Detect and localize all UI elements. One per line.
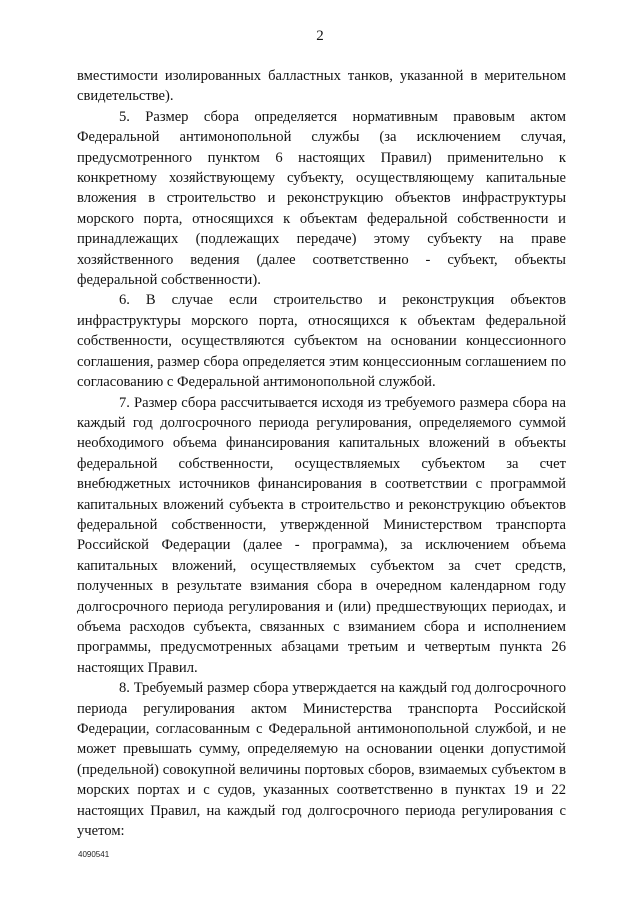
page-number: 2 bbox=[316, 28, 324, 44]
paragraph-continuation: вместимости изолированных балластных танков, указанной в мерительном свидетельстве). bbox=[77, 68, 566, 105]
document-code: 4090541 bbox=[78, 850, 110, 859]
paragraph-clause-8: 8. Требуемый размер сбора утверждается на каждый год долгосрочного периода регулирования актом Министерства транспорта Российской Федерации, согласованным с Федеральной антимонопольной службой, и не может превышать сумму, определяемую на основании оценки допустимой (предельной) совокупной величины портовых сборов, взимаемых субъектом в морских портах и с судов, указанных соответственно в пунктах 19 и 22 настоящих Правил, на каждый год долгосрочного периода регулирования с учетом: bbox=[77, 680, 566, 840]
document-body bbox=[77, 66, 566, 841]
paragraph-clause-5: 5. Размер сбора определяется нормативным правовым актом Федеральной антимонопольной службы (за исключением случая, предусмотренного пунктом 6 настоящих Правил) применительно к конкретному хозяйствующему субъекту, осуществляющему капитальные вложения в строительство и реконструкцию объектов инфраструктуры морского порта, относящихся к объектам федеральной собственности и принадлежащих (подлежащих передаче) этому субъекту на праве хозяйственного ведения (далее соответственно - субъект, объекты федеральной собственности). bbox=[77, 108, 566, 289]
paragraph-clause-6: 6. В случае если строительство и реконструкция объектов инфраструктуры морского порта, относящихся к объектам федеральной собственности, осуществляются субъектом на основании концессионного соглашения, размер сбора определяется этим концессионным соглашением по согласованию с Федеральной антимонопольной службой. bbox=[77, 292, 566, 391]
paragraph-clause-7: 7. Размер сбора рассчитывается исходя из требуемого размера сбора на каждый год долгосрочного периода регулирования, определяемого суммой необходимого объема финансирования капитальных вложений в объекты федеральной собственности, осуществляемых субъектом за счет внебюджетных источников финансирования в соответствии с программой капитальных вложений субъекта в строительство и реконструкцию объектов федеральной собственности, утвержденной Министерством транспорта Российской Федерации (далее - программа), за исключением объема капитальных вложений, осуществляемых субъектом за счет средств, полученных в результате взимания сбора в очередном календарном году долгосрочного периода регулирования и (или) предшествующих периодах, и объема расходов субъекта, связанных с взиманием сбора и исполнением программы, предусмотренных абзацами третьим и четвертым пункта 26 настоящих Правил. bbox=[77, 394, 566, 676]
